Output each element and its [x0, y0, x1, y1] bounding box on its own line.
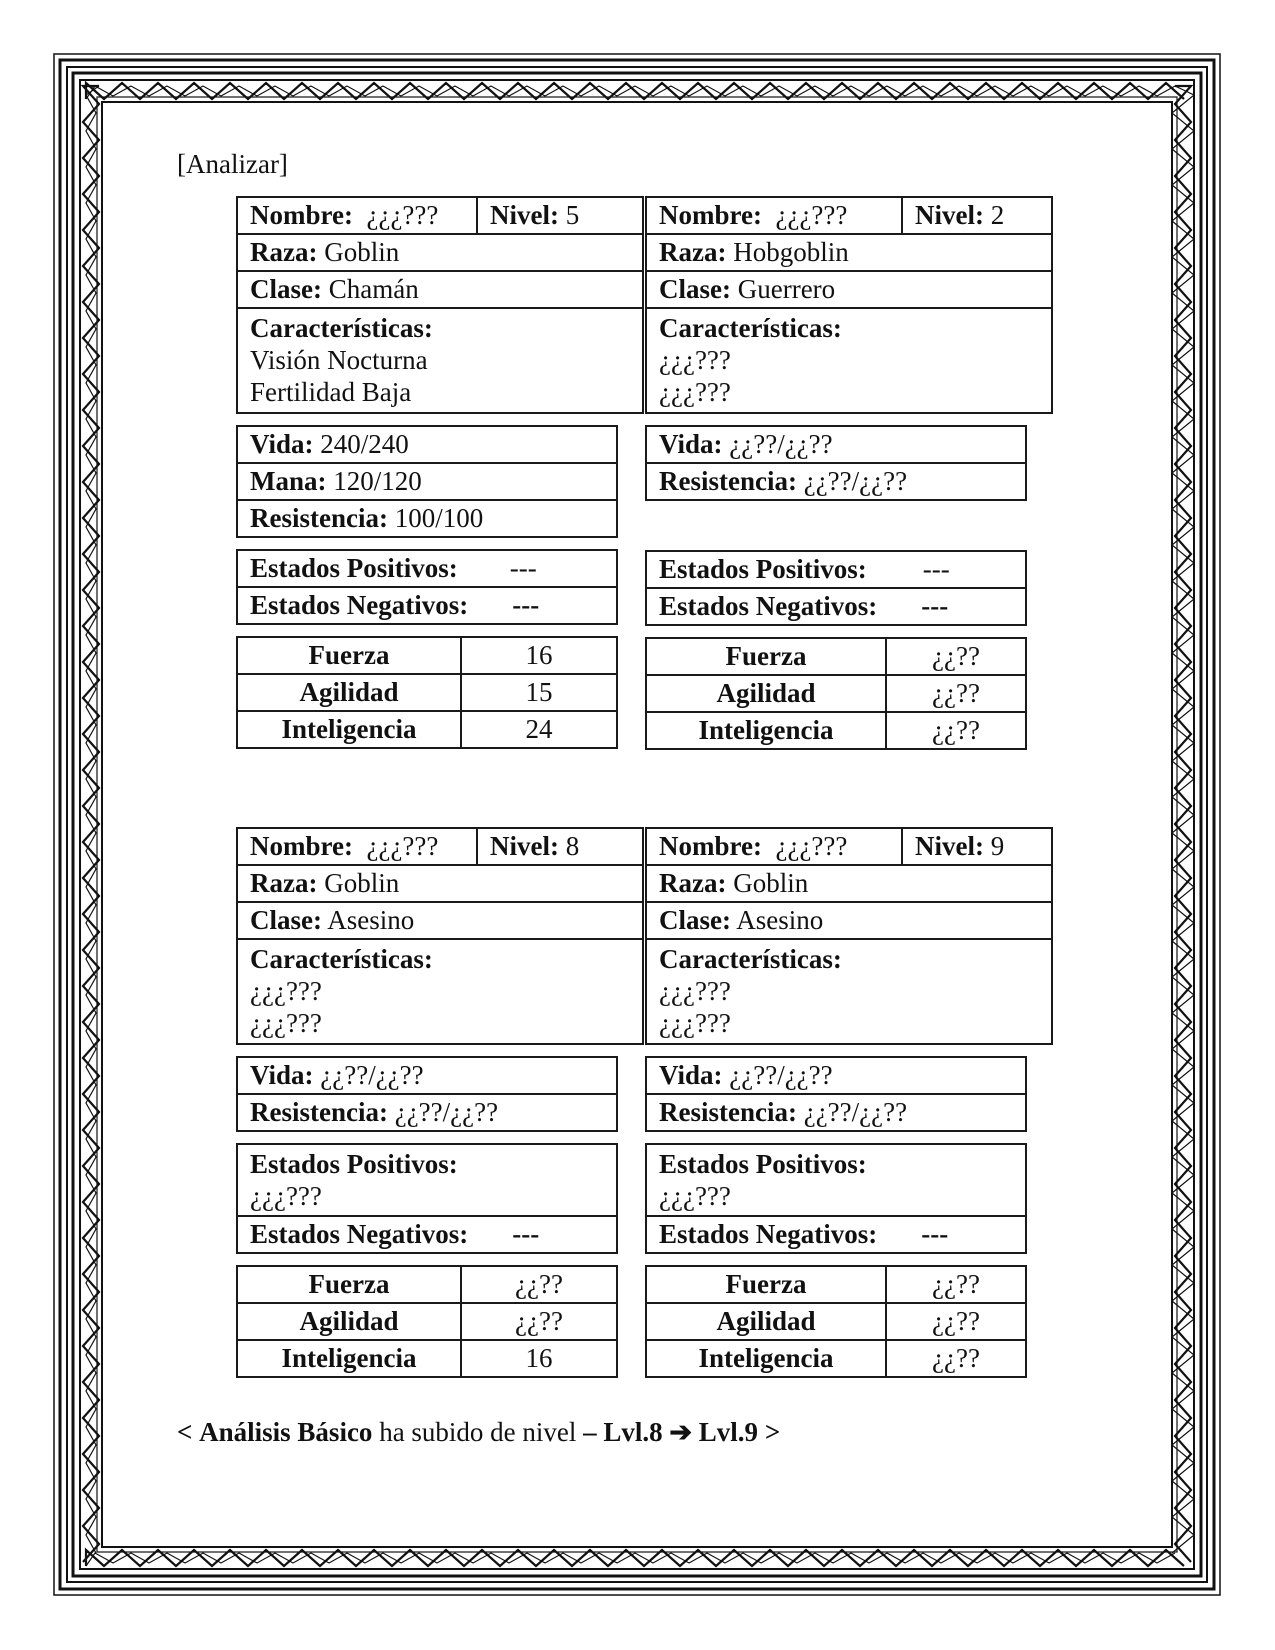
- close-bracket: >: [764, 1417, 781, 1447]
- life-value: 240/240: [320, 429, 409, 459]
- strength-value: ¿¿??: [886, 638, 1026, 675]
- level-value: 5: [565, 200, 580, 230]
- class-value: Asesino: [327, 905, 415, 935]
- race-cell: Raza: Goblin: [646, 865, 1052, 902]
- class-cell: Clase: Asesino: [237, 902, 643, 939]
- life-value: ¿¿??/¿¿??: [729, 1060, 833, 1090]
- race-value: Goblin: [733, 868, 809, 898]
- agility-value: ¿¿??: [886, 1303, 1026, 1340]
- level-up-text: ha subido de nivel: [379, 1417, 577, 1447]
- level-to: Lvl.9: [698, 1417, 759, 1447]
- mana-value: 120/120: [333, 466, 422, 496]
- character-card-1: [236, 196, 618, 760]
- identity-table: [645, 196, 1053, 414]
- class-value: Asesino: [736, 905, 824, 935]
- strength-label: Fuerza: [646, 638, 886, 675]
- feature-item: ¿¿¿???: [659, 345, 731, 375]
- skill-name: Análisis Básico: [199, 1417, 373, 1447]
- status-table: [236, 1143, 618, 1254]
- name-cell: Nombre: ¿¿¿???: [237, 197, 477, 234]
- features-cell: Características: ¿¿¿??? ¿¿¿???: [646, 939, 1052, 1044]
- features-cell: Características: ¿¿¿??? ¿¿¿???: [237, 939, 643, 1044]
- positive-status-cell: Estados Positivos: ---: [646, 551, 1026, 588]
- negative-status-value: ---: [512, 590, 540, 620]
- class-value: Guerrero: [737, 274, 836, 304]
- status-table: [645, 550, 1027, 626]
- level-cell: Nivel: 5: [477, 197, 643, 234]
- attributes-table: [645, 637, 1027, 750]
- life-cell: Vida: ¿¿??/¿¿??: [237, 1057, 617, 1094]
- negative-status-cell: Estados Negativos: ---: [237, 1216, 617, 1253]
- name-level-row: [237, 828, 643, 865]
- stamina-value: ¿¿??/¿¿??: [803, 1097, 908, 1127]
- class-cell: Clase: Guerrero: [646, 271, 1052, 308]
- strength-label: Fuerza: [237, 1266, 461, 1303]
- open-bracket: <: [177, 1417, 193, 1447]
- feature-item: ¿¿¿???: [250, 1008, 322, 1038]
- vitals-table: [236, 425, 618, 538]
- agility-label: Agilidad: [237, 674, 461, 711]
- stamina-cell: Resistencia: ¿¿??/¿¿??: [237, 1094, 617, 1131]
- name-cell: Nombre: ¿¿¿???: [646, 197, 902, 234]
- race-value: Hobgoblin: [733, 237, 849, 267]
- level-cell: Nivel: 2: [902, 197, 1052, 234]
- arrow-icon: ➔: [669, 1417, 693, 1447]
- positive-status-value: ¿¿¿???: [659, 1181, 731, 1211]
- strength-label: Fuerza: [237, 637, 461, 674]
- positive-status-value: ---: [509, 553, 537, 583]
- positive-status-cell: Estados Positivos: ¿¿¿???: [237, 1144, 617, 1216]
- features-cell: Características: ¿¿¿??? ¿¿¿???: [646, 308, 1052, 413]
- status-table: [645, 1143, 1027, 1254]
- feature-item: ¿¿¿???: [250, 976, 322, 1006]
- agility-label: Agilidad: [237, 1303, 461, 1340]
- intelligence-value: ¿¿??: [886, 1340, 1026, 1377]
- negative-status-value: ---: [512, 1219, 540, 1249]
- vitals-table: [645, 1056, 1027, 1132]
- character-card-3: [236, 827, 618, 1389]
- race-value: Goblin: [324, 868, 400, 898]
- negative-status-cell: Estados Negativos: ---: [646, 588, 1026, 625]
- race-cell: Raza: Goblin: [237, 865, 643, 902]
- agility-label: Agilidad: [646, 675, 886, 712]
- vitals-table: [645, 425, 1027, 501]
- name-level-row: [237, 197, 643, 234]
- agility-value: 15: [461, 674, 617, 711]
- stamina-cell: Resistencia: ¿¿??/¿¿??: [646, 463, 1026, 500]
- race-cell: Raza: Goblin: [237, 234, 643, 271]
- analyze-heading: [Analizar]: [177, 149, 288, 179]
- feature-item: ¿¿¿???: [659, 1008, 731, 1038]
- stamina-cell: Resistencia: ¿¿??/¿¿??: [646, 1094, 1026, 1131]
- life-value: ¿¿??/¿¿??: [320, 1060, 424, 1090]
- name-level-row: [646, 197, 1052, 234]
- intelligence-value: ¿¿??: [886, 712, 1026, 749]
- level-value: 2: [990, 200, 1005, 230]
- intelligence-value: 16: [461, 1340, 617, 1377]
- class-cell: Clase: Asesino: [646, 902, 1052, 939]
- strength-value: ¿¿??: [886, 1266, 1026, 1303]
- class-cell: Clase: Chamán: [237, 271, 643, 308]
- feature-item: ¿¿¿???: [659, 976, 731, 1006]
- vitals-table: [236, 1056, 618, 1132]
- intelligence-label: Inteligencia: [237, 711, 461, 748]
- strength-value: ¿¿??: [461, 1266, 617, 1303]
- identity-table: [645, 827, 1053, 1045]
- status-table: [236, 549, 618, 625]
- intelligence-label: Inteligencia: [646, 1340, 886, 1377]
- life-cell: Vida: ¿¿??/¿¿??: [646, 1057, 1026, 1094]
- name-value: ¿¿¿???: [775, 831, 848, 861]
- level-from: Lvl.8: [603, 1417, 663, 1447]
- negative-status-value: ---: [921, 591, 949, 621]
- race-value: Goblin: [324, 237, 400, 267]
- stamina-value: ¿¿??/¿¿??: [394, 1097, 499, 1127]
- life-cell: Vida: 240/240: [237, 426, 617, 463]
- positive-status-value: ---: [922, 554, 950, 584]
- negative-status-cell: Estados Negativos: ---: [237, 587, 617, 624]
- level-value: 8: [565, 831, 580, 861]
- attributes-table: [236, 1265, 618, 1378]
- level-up-message: [177, 1416, 780, 1448]
- name-cell: Nombre: ¿¿¿???: [237, 828, 477, 865]
- class-value: Chamán: [328, 274, 419, 304]
- positive-status-value: ¿¿¿???: [250, 1181, 322, 1211]
- agility-label: Agilidad: [646, 1303, 886, 1340]
- agility-value: ¿¿??: [461, 1303, 617, 1340]
- life-cell: Vida: ¿¿??/¿¿??: [646, 426, 1026, 463]
- feature-item: ¿¿¿???: [659, 377, 731, 407]
- positive-status-cell: Estados Positivos: ---: [237, 550, 617, 587]
- character-card-2: [645, 196, 1027, 761]
- agility-value: ¿¿??: [886, 675, 1026, 712]
- level-value: 9: [990, 831, 1005, 861]
- dash: –: [583, 1417, 597, 1447]
- character-card-4: [645, 827, 1027, 1389]
- feature-item: Fertilidad Baja: [250, 377, 412, 407]
- intelligence-value: 24: [461, 711, 617, 748]
- name-level-row: [646, 828, 1052, 865]
- attributes-table: [645, 1265, 1027, 1378]
- strength-label: Fuerza: [646, 1266, 886, 1303]
- intelligence-label: Inteligencia: [237, 1340, 461, 1377]
- level-cell: Nivel: 9: [902, 828, 1052, 865]
- stamina-cell: Resistencia: 100/100: [237, 500, 617, 537]
- race-cell: Raza: Hobgoblin: [646, 234, 1052, 271]
- mana-cell: Mana: 120/120: [237, 463, 617, 500]
- name-value: ¿¿¿???: [366, 200, 439, 230]
- features-cell: Características: Visión Nocturna Fertilidad Baja: [237, 308, 643, 413]
- name-value: ¿¿¿???: [366, 831, 439, 861]
- identity-table: [236, 196, 644, 414]
- strength-value: 16: [461, 637, 617, 674]
- name-value: ¿¿¿???: [775, 200, 848, 230]
- life-value: ¿¿??/¿¿??: [729, 429, 833, 459]
- intelligence-label: Inteligencia: [646, 712, 886, 749]
- negative-status-cell: Estados Negativos: ---: [646, 1216, 1026, 1253]
- positive-status-cell: Estados Positivos: ¿¿¿???: [646, 1144, 1026, 1216]
- negative-status-value: ---: [921, 1219, 949, 1249]
- name-cell: Nombre: ¿¿¿???: [646, 828, 902, 865]
- attributes-table: [236, 636, 618, 749]
- identity-table: [236, 827, 644, 1045]
- stamina-value: ¿¿??/¿¿??: [803, 466, 908, 496]
- stamina-value: 100/100: [394, 503, 484, 533]
- feature-item: Visión Nocturna: [250, 345, 428, 375]
- level-cell: Nivel: 8: [477, 828, 643, 865]
